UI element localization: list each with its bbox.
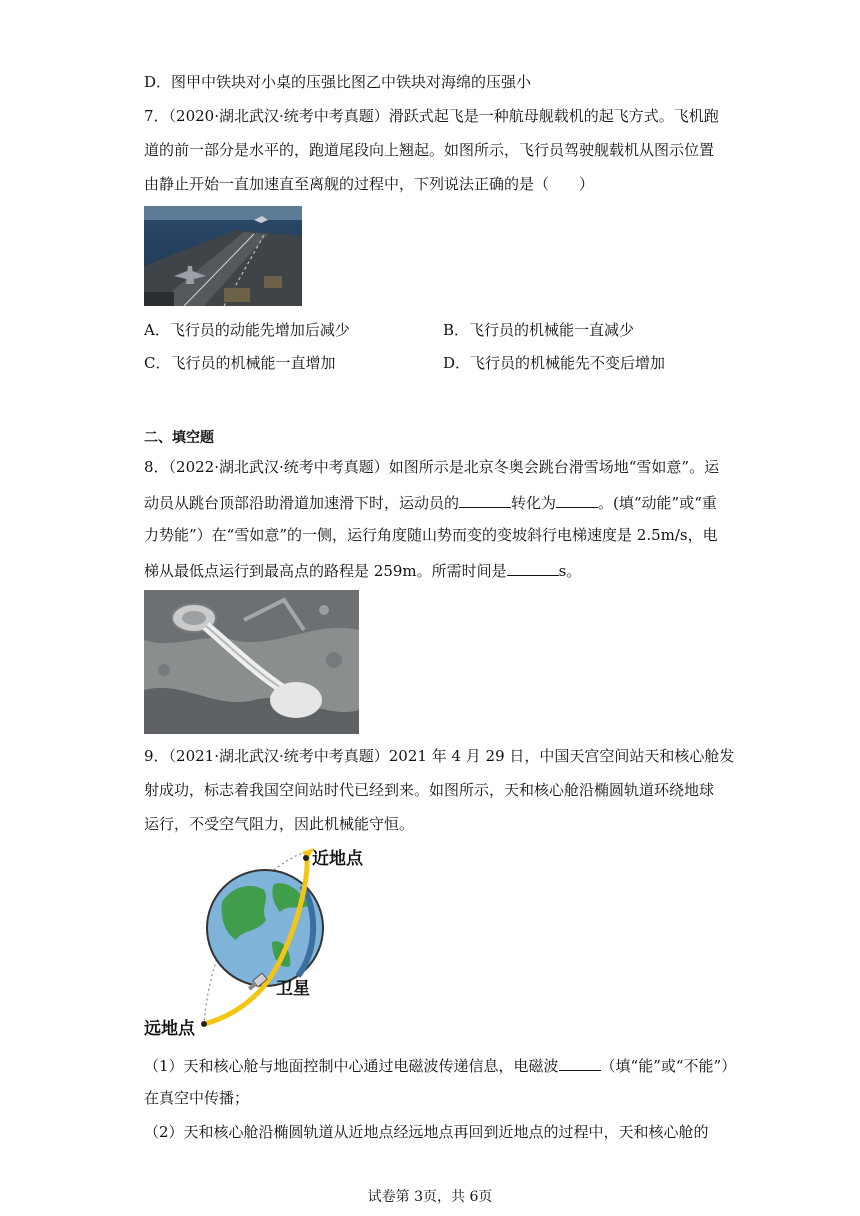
q8-text-d: 梯从最低点运行到最高点的路程是 259m。所需时间是 bbox=[144, 562, 507, 580]
q8-blank-1[interactable] bbox=[459, 491, 511, 508]
q9-stem-line2: 射成功，标志着我国空间站时代已经到来。如图所示，天和核心舱沿椭圆轨道环绕地球 bbox=[144, 781, 715, 799]
q7-stem-line2: 道的前一部分是水平的，跑道尾段向上翘起。如图所示，飞行员驾驶舰载机从图示位置 bbox=[144, 141, 715, 159]
section-title-fill-in: 二、填空题 bbox=[144, 430, 214, 446]
q8-text-c: 。(填“动能”或“重 bbox=[598, 494, 717, 512]
q9-sub1-line1 bbox=[144, 1054, 736, 1076]
q9-sub1-text-a: （1）天和核心舱与地面控制中心通过电磁波传递信息，电磁波 bbox=[144, 1057, 559, 1075]
q9-sub2-line1: （2）天和核心舱沿椭圆轨道从近地点经远地点再回到近地点的过程中，天和核心舱的 bbox=[144, 1123, 709, 1141]
q8-text-e: s。 bbox=[558, 562, 582, 580]
q7-option-b[interactable]: B．飞行员的机械能一直减少 bbox=[443, 321, 635, 339]
q9-sub1-text-b: （填“能”或“不能”） bbox=[600, 1057, 737, 1075]
q8-text-a: 动员从跳台顶部沿助滑道加速滑下时，运动员的 bbox=[144, 494, 460, 512]
orbit-diagram bbox=[142, 846, 372, 1036]
q8-stem-line2 bbox=[144, 491, 717, 513]
satellite-label: 卫星 bbox=[276, 979, 310, 999]
perigee-label: 近地点 bbox=[312, 849, 363, 869]
q9-blank-1[interactable] bbox=[559, 1054, 601, 1071]
q8-blank-3[interactable] bbox=[507, 559, 559, 576]
q7-stem-line1: 7．（2020·湖北武汉·统考中考真题）滑跃式起飞是一种航母舰载机的起飞方式。飞机跑 bbox=[144, 107, 719, 125]
snow-ruyi-photo bbox=[144, 590, 359, 734]
q7-option-c[interactable]: C．飞行员的机械能一直增加 bbox=[144, 354, 336, 372]
q6-option-d: D．图甲中铁块对小桌的压强比图乙中铁块对海绵的压强小 bbox=[144, 73, 532, 91]
q7-option-a[interactable]: A．飞行员的动能先增加后减少 bbox=[144, 321, 350, 339]
q8-stem-line4 bbox=[144, 559, 581, 581]
q8-blank-2[interactable] bbox=[556, 491, 598, 508]
q9-stem-line1: 9．（2021·湖北武汉·统考中考真题）2021 年 4 月 29 日，中国天宫空间站天和核心舱发 bbox=[144, 747, 735, 765]
q7-option-d[interactable]: D．飞行员的机械能先不变后增加 bbox=[443, 354, 666, 372]
apogee-label: 远地点 bbox=[144, 1019, 195, 1036]
q9-stem-line3: 运行，不受空气阻力，因此机械能守恒。 bbox=[144, 815, 415, 833]
q8-stem-line3: 力势能”）在“雪如意”的一侧，运行角度随山势而变的变坡斜行电梯速度是 2.5m/s，电 bbox=[144, 526, 718, 544]
q7-stem-line3: 由静止开始一直加速直至离舰的过程中，下列说法正确的是（ ） bbox=[144, 175, 595, 193]
q8-text-b: 转化为 bbox=[511, 494, 557, 512]
page-footer: 试卷第 3页，共 6页 bbox=[367, 1189, 493, 1205]
q9-sub1-line2: 在真空中传播； bbox=[144, 1089, 250, 1107]
carrier-photo bbox=[144, 206, 302, 306]
q8-stem-line1: 8．（2022·湖北武汉·统考中考真题）如图所示是北京冬奥会跳台滑雪场地“雪如意”。运 bbox=[144, 458, 720, 476]
